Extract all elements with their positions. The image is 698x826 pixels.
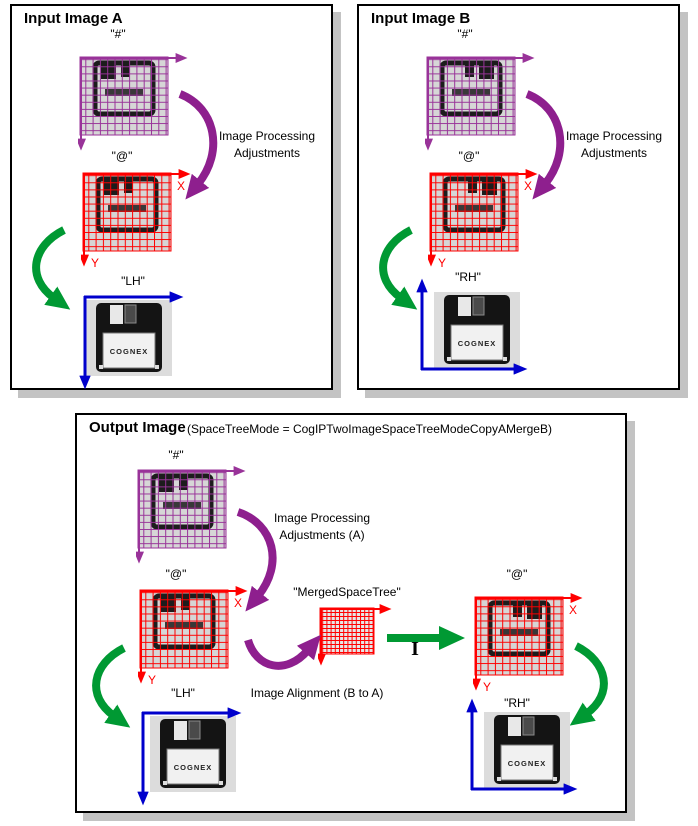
copy-arrow-icon-a (24, 224, 82, 316)
floppy-photo-lh-a (78, 288, 192, 398)
image-alignment-arrow-icon (242, 634, 328, 688)
y-axis-label-b: Y (438, 256, 447, 270)
pixel-grid-image-at-output-left (138, 578, 254, 690)
merged-space-tree-grid (318, 600, 394, 668)
x-axis-label-output-right: X (569, 603, 578, 617)
processing-label-line1-a: Image Processing (218, 129, 316, 143)
identity-transform-label: I (411, 638, 419, 660)
x-axis-label-a: X (177, 179, 186, 193)
processing-label-line1-output: Image Processing (273, 511, 371, 525)
hash-image-label-a: "#" (110, 27, 126, 41)
at-image-label-output-left: "@" (165, 567, 187, 581)
rh-image-label-output: "RH" (504, 696, 530, 710)
at-image-label-output-right: "@" (506, 567, 528, 581)
y-axis-label-a: Y (91, 256, 100, 270)
panel-a-title: Input Image A (24, 10, 123, 27)
lh-image-label-output: "LH" (171, 686, 195, 700)
floppy-photo-lh-output (136, 702, 250, 812)
rh-image-label-b: "RH" (455, 270, 481, 284)
alignment-label: Image Alignment (B to A) (250, 686, 384, 700)
floppy-photo-rh-b (414, 276, 532, 388)
y-axis-label-output-right: Y (483, 680, 492, 694)
floppy-brand-text: COGNEX (109, 347, 149, 356)
processing-label-line2-output: Adjustments (A) (279, 528, 365, 542)
floppy-disk-photo-icon (86, 300, 172, 376)
x-axis-label-b: X (524, 179, 533, 193)
at-image-label-a: "@" (111, 149, 133, 163)
floppy-disk-photo-icon (484, 712, 570, 788)
floppy-brand-text: COGNEX (507, 759, 547, 768)
copy-arrow-icon-output-left (84, 642, 142, 734)
identity-transform-arrow-icon (385, 624, 467, 654)
processing-label-line1-b: Image Processing (565, 129, 663, 143)
processing-label-line2-a: Adjustments (233, 146, 301, 160)
lh-image-label-a: "LH" (121, 274, 145, 288)
floppy-brand-text: COGNEX (173, 763, 213, 772)
panel-b-title: Input Image B (371, 10, 471, 27)
panel-output-subtitle: (SpaceTreeMode = CogIPTwoImageSpaceTreeModeCopyAMergeB) (187, 422, 552, 436)
hash-image-label-b: "#" (457, 27, 473, 41)
panel-output-title: Output Image (89, 419, 186, 436)
floppy-disk-photo-icon (434, 292, 520, 368)
processing-label-line2-b: Adjustments (580, 146, 648, 160)
pixel-grid-image-at-a (81, 161, 197, 273)
merged-space-tree-label: "MergedSpaceTree" (293, 585, 401, 599)
x-axis-label-output-left: X (234, 596, 243, 610)
pixel-grid-image-at-b (428, 161, 544, 273)
floppy-brand-text: COGNEX (457, 339, 497, 348)
hash-image-label-output: "#" (168, 448, 184, 462)
floppy-photo-rh-output (464, 696, 582, 808)
floppy-disk-photo-icon (150, 716, 236, 792)
y-axis-label-output-left: Y (148, 673, 157, 687)
at-image-label-b: "@" (458, 149, 480, 163)
